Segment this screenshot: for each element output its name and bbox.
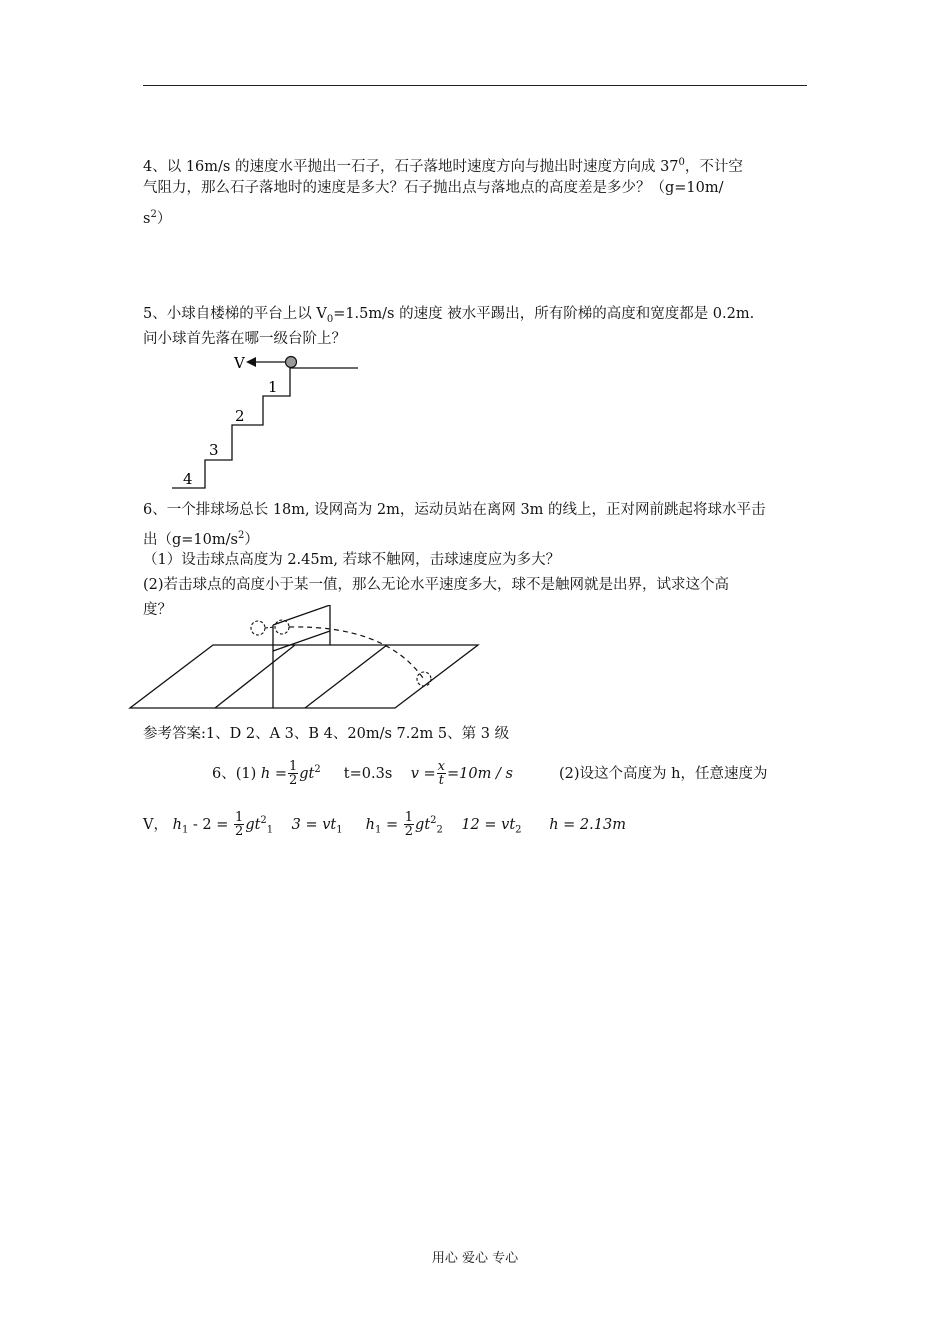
- ball-trajectory: [289, 627, 423, 678]
- attack-line-left: [215, 645, 295, 708]
- question-6-line-5: 度？: [143, 602, 172, 618]
- ball-landing-icon: [417, 672, 431, 686]
- step-label-4: 4: [183, 470, 193, 488]
- question-5-line-2: 问小球首先落在哪一级台阶上？: [143, 331, 346, 347]
- fraction-half: $\frac{1}{2}$: [288, 759, 298, 789]
- page-footer: 用心 爱心 专心: [431, 1251, 519, 1266]
- ball-icon: [286, 357, 297, 368]
- question-6-line-1: 6、一个排球场总长 18m, 设网高为 2m，运动员站在离网 3m 的线上，正对网前跳起将球水平击: [143, 502, 766, 518]
- question-4-line-1: 4、以 16m/s 的速度水平抛出一石子，石子落地时速度方向与抛出时速度方向成 $37^0$，不计空: [143, 157, 743, 175]
- velocity-label: V: [234, 354, 245, 372]
- step-label-2: 2: [235, 407, 245, 425]
- volleyball-court-figure: [125, 605, 490, 715]
- court-outline: [130, 645, 478, 708]
- fraction-x-over-t: $\frac{x}{t}$: [437, 759, 446, 789]
- question-5-line-1: 5、小球自楼梯的平台上以 $V_0=1.5m/s$ 的速度 被水平踢出，所有阶梯的高度和宽度都是 0.2m.: [143, 306, 755, 325]
- question-4-line-3: $s^2$）: [143, 209, 172, 227]
- question-6-line-4: (2)若击球点的高度小于某一值，那么无论水平速度多大，球不是触网就是出界，试求这个高: [143, 577, 730, 593]
- answers-line-3: V， $h_1 - 2$ = $\frac{1}{2}$ $gt^2_1$ $3 = vt_1$ $h_1$ = $\frac{1}{2}$ $gt^2_2$ $12 = vt_2$ h = 2.13m: [143, 810, 626, 840]
- answers-line-1: 参考答案:1、D 2、A 3、B 4、20m/s 7.2m 5、第 3 级: [143, 726, 510, 742]
- arrow-head-icon: [246, 357, 256, 367]
- question-4-line-2: 气阻力，那么石子落地时的速度是多大？石子抛出点与落地点的高度差是多少？（g=10m/: [143, 180, 724, 196]
- header-rule: [143, 85, 807, 86]
- question-6-line-2: 出$(g=10m/s^2)$: [143, 530, 259, 548]
- fraction-half-2: $\frac{1}{2}$: [235, 810, 244, 840]
- staircase-figure: [160, 350, 370, 495]
- ball-start-icon: [251, 621, 265, 635]
- fraction-half-3: $\frac{1}{2}$: [404, 810, 414, 840]
- net-top: [273, 605, 330, 625]
- step-label-3: 3: [209, 441, 219, 459]
- question-6-line-3: （1）设击球点高度为 2.45m, 若球不触网，击球速度应为多大？: [143, 552, 561, 568]
- step-label-1: 1: [268, 378, 278, 396]
- attack-line-right: [305, 645, 387, 708]
- answers-line-2: 6、(1) h = $\frac{1}{2}$ $gt^2$ t=0.3s v = $\frac{x}{t}$ =10m / s (2)设这个高度为 h，任意速度为: [212, 759, 768, 789]
